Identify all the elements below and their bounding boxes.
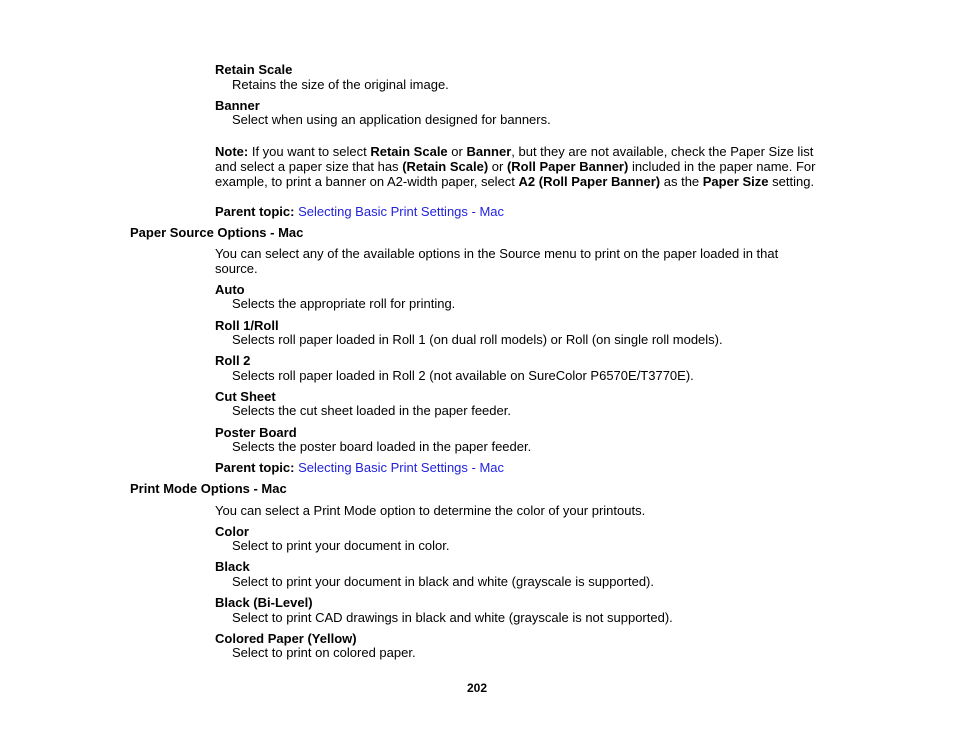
desc-roll-1: Selects roll paper loaded in Roll 1 (on dual roll models) or Roll (on single roll models). — [232, 332, 723, 347]
term-color: Color — [215, 524, 249, 539]
note-bold: Banner — [466, 144, 512, 159]
note-text: or — [447, 144, 467, 159]
desc-retain-scale: Retains the size of the original image. — [232, 77, 449, 92]
term-black: Black — [215, 559, 250, 574]
note-text: or — [488, 159, 507, 174]
desc-black: Select to print your document in black and white (grayscale is supported). — [232, 574, 654, 589]
note-text: setting. — [768, 174, 815, 189]
note-text: If you want to select — [248, 144, 371, 159]
parent-topic-link[interactable]: Selecting Basic Print Settings - Mac — [298, 204, 505, 219]
desc-banner: Select when using an application designed for banners. — [232, 112, 551, 127]
note-text: , but they are not available, check the Paper Size list and select a paper size that has — [215, 144, 814, 174]
parent-topic-label: Parent topic: — [215, 460, 295, 475]
parent-topic-2 — [215, 460, 504, 475]
section-heading-print-mode: Print Mode Options - Mac — [130, 481, 287, 496]
note-bold: (Retain Scale) — [402, 159, 489, 174]
desc-cut-sheet: Selects the cut sheet loaded in the paper feeder. — [232, 403, 511, 418]
page-number: 202 — [466, 681, 488, 695]
note-text: as the — [660, 174, 703, 189]
desc-colored-paper: Select to print on colored paper. — [232, 645, 416, 660]
desc-auto: Selects the appropriate roll for printing. — [232, 296, 456, 311]
desc-roll-2: Selects roll paper loaded in Roll 2 (not available on SureColor P6570E/T3770E). — [232, 368, 694, 383]
desc-color: Select to print your document in color. — [232, 538, 450, 553]
term-cut-sheet: Cut Sheet — [215, 389, 276, 404]
term-black-bi-level: Black (Bi-Level) — [215, 595, 313, 610]
term-banner: Banner — [215, 98, 260, 113]
note-bold: (Roll Paper Banner) — [506, 159, 629, 174]
term-colored-paper: Colored Paper (Yellow) — [215, 631, 357, 646]
parent-topic-link[interactable]: Selecting Basic Print Settings - Mac — [298, 460, 505, 475]
term-auto: Auto — [215, 282, 245, 297]
print-mode-intro: You can select a Print Mode option to determine the color of your printouts. — [215, 503, 646, 518]
note-label: Note: — [215, 144, 249, 159]
term-roll-2: Roll 2 — [215, 353, 251, 368]
term-poster-board: Poster Board — [215, 425, 297, 440]
term-retain-scale: Retain Scale — [215, 62, 293, 77]
desc-black-bi-level: Select to print CAD drawings in black and white (grayscale is not supported). — [232, 610, 673, 625]
parent-topic-label: Parent topic: — [215, 204, 295, 219]
note-bold: Retain Scale — [370, 144, 448, 159]
paper-source-intro: You can select any of the available options in the Source menu to print on the paper loaded in that source. — [215, 246, 779, 276]
note-bold: A2 (Roll Paper Banner) — [518, 174, 661, 189]
parent-topic-1 — [215, 204, 504, 219]
note-bold: Paper Size — [702, 174, 769, 189]
section-heading-paper-source: Paper Source Options - Mac — [130, 225, 304, 240]
note-paragraph — [215, 144, 830, 189]
note-text: included in the paper name. For example, to print a banner on A2-width paper, select — [215, 159, 816, 189]
desc-poster-board: Selects the poster board loaded in the paper feeder. — [232, 439, 532, 454]
term-roll-1: Roll 1/Roll — [215, 318, 279, 333]
